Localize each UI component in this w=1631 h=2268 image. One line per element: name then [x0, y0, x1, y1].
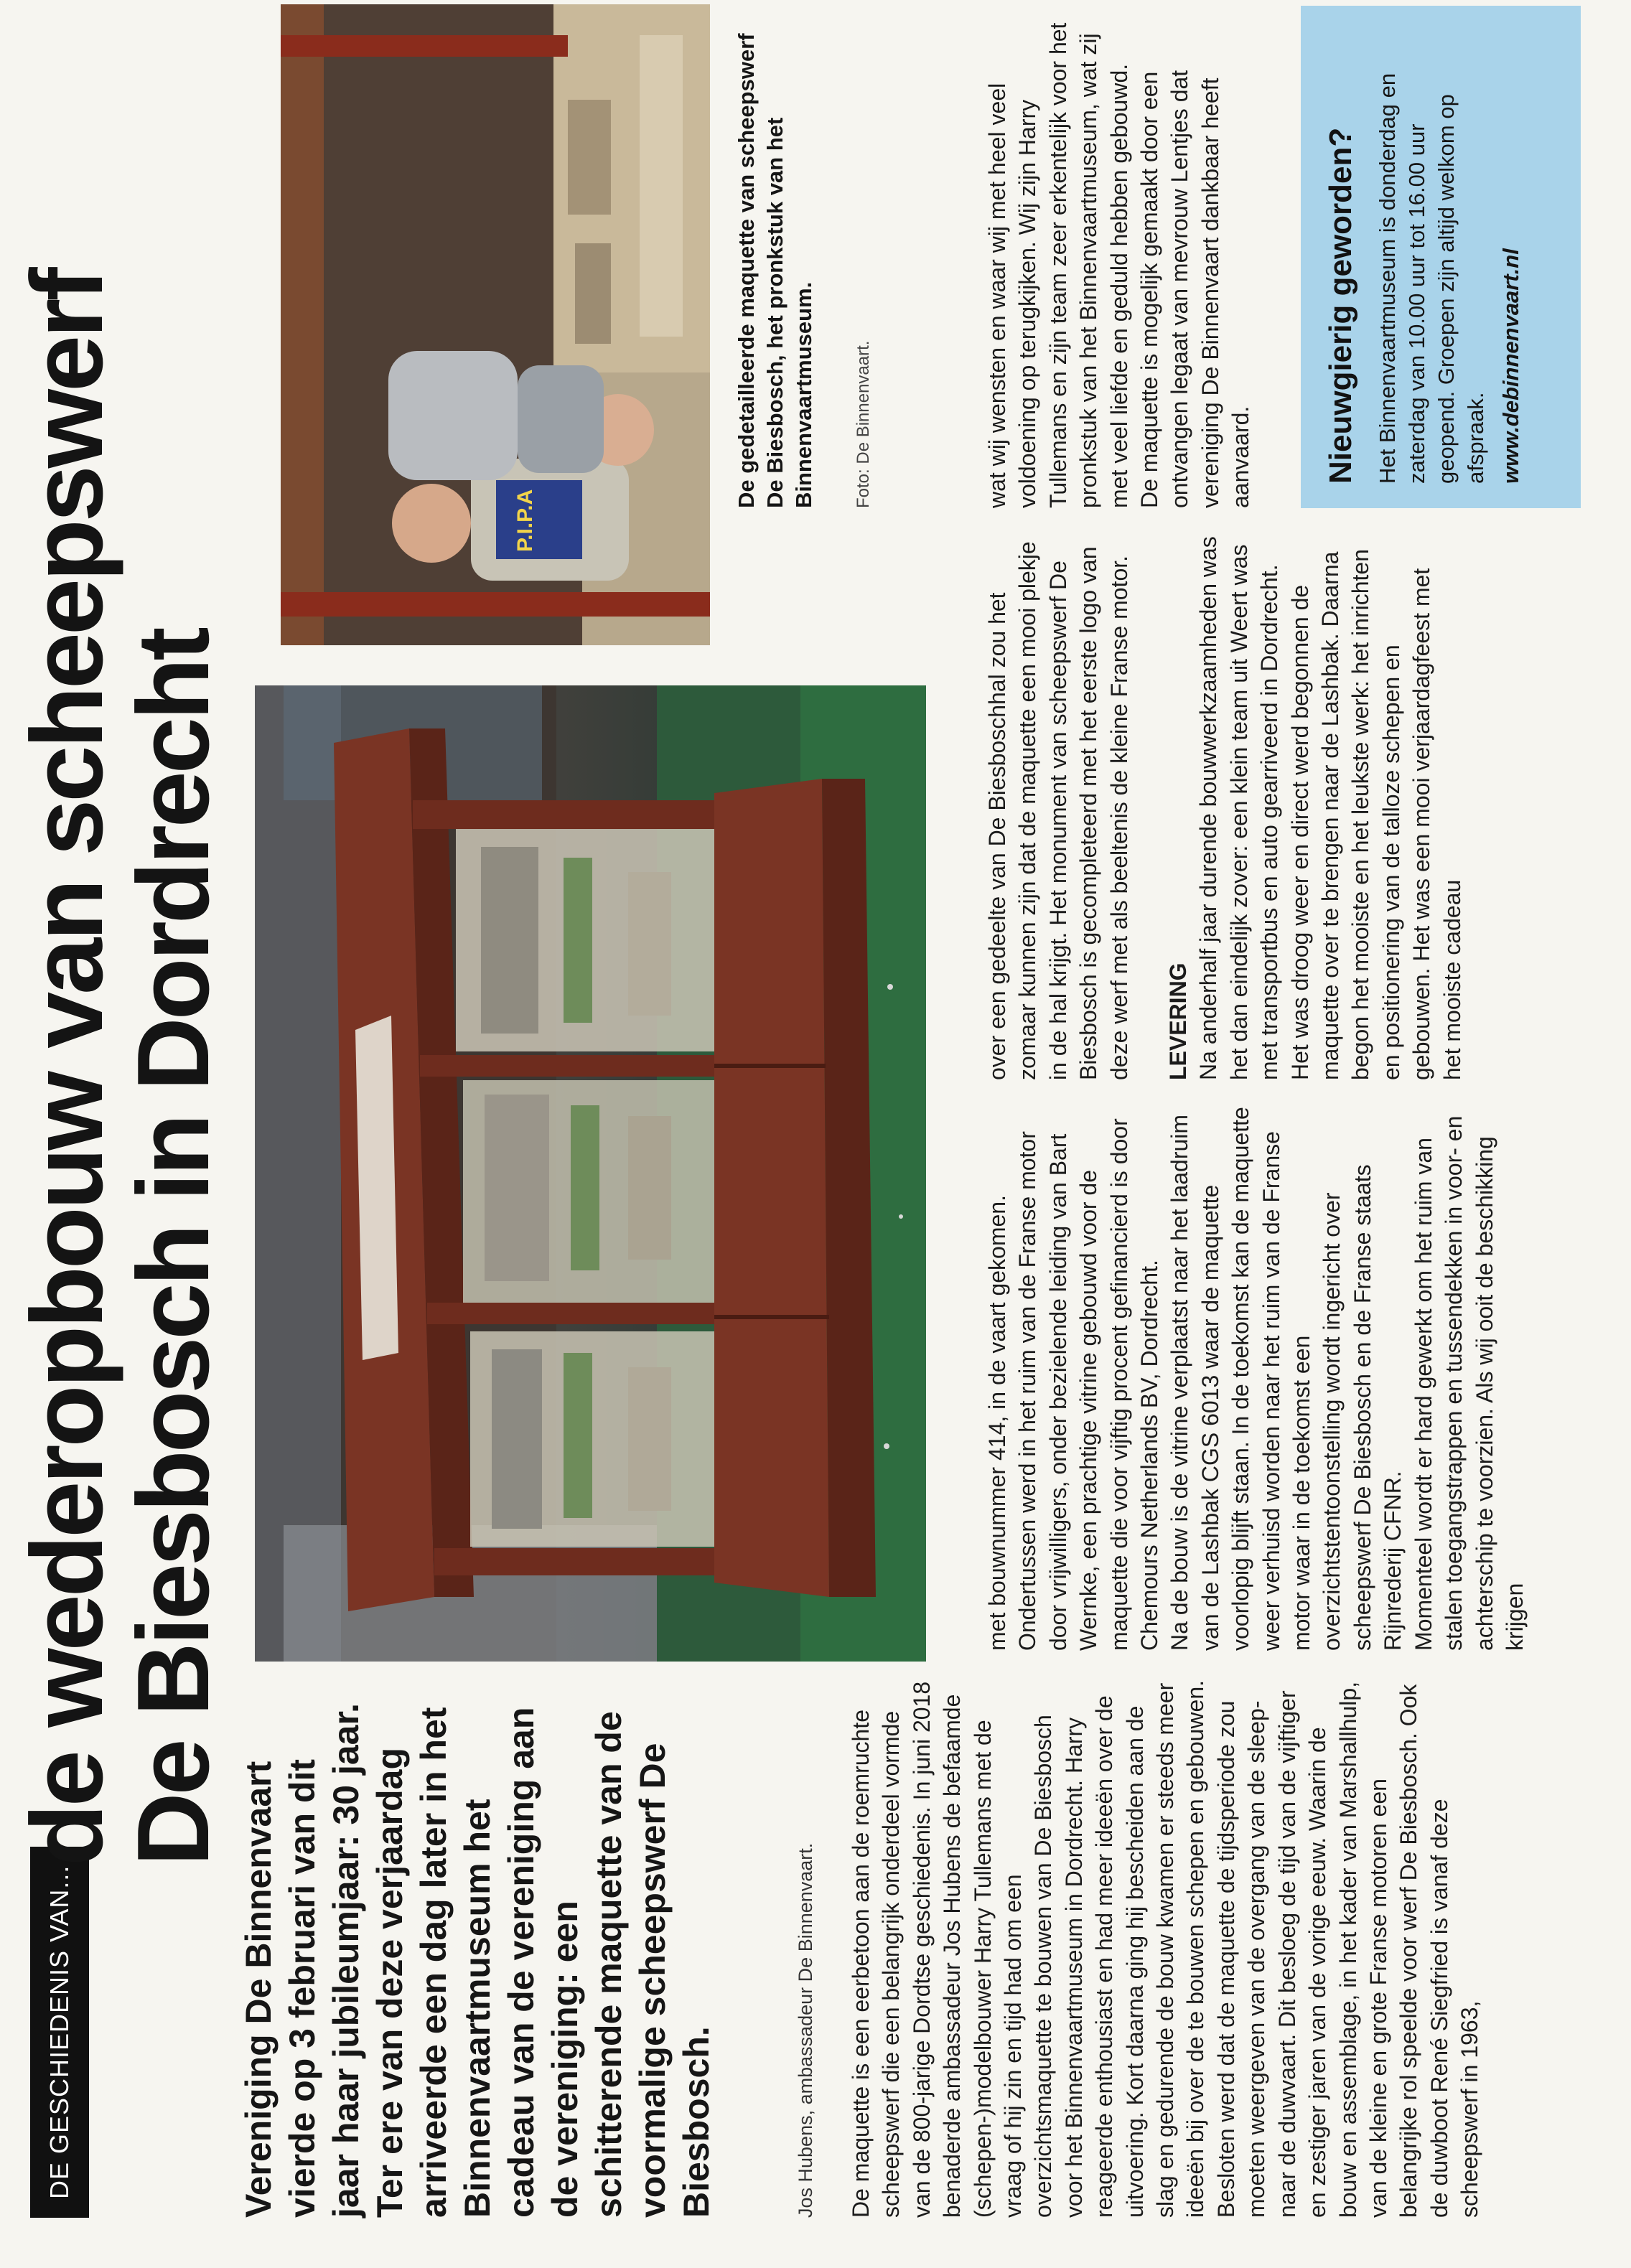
website-link[interactable]: www.debinnenvaart.nl: [1498, 248, 1523, 484]
body-paragraph: Besloten werd dat de maquette de tijdsperiode zou moeten weergeven van de overgang van de sleep- naar de duwvaart. Dit besloeg de tijd van de vijftiger en zestiger jaren van de vorige eeuw. Waarin de bouw en assemblage, in het kader van Marshallhulp, van de kleine en grote Franse motoren een belangrijke rol speelde voor werf De Biesbosch. Ook de duwboot René Siegfried is vanaf deze scheepswerf in 1963,: [1212, 1681, 1483, 2218]
info-box: [1301, 6, 1581, 508]
photo-caption: De gedetailleerde maquette van scheepswerf De Biesbosch, het pronkstuk van het Binnenvaartmuseum.: [734, 33, 816, 508]
body-paragraph: Na de bouw is de vitrine verplaatst naar het laadruim van de Lashbak CGS 6013 waar de maquette voorlopig blijft staan. In de toekomst kan de maquette weer verhuisd worden naar het ruim van de Franse motor waar in de toekomst een overzichtstentoonstelling wordt ingericht over scheepswerf De Biesbosch en de Franse staats Rijnrederij CFNR.: [1167, 1107, 1406, 1651]
body-column-3: [982, 535, 1467, 1080]
headline-line-2: De Biesbosch in Dordrecht: [116, 629, 230, 1866]
info-box-title: Nieuwgierig geworden?: [1323, 127, 1358, 484]
author-byline: Jos Hubens, ambassadeur De Binnenvaart.: [795, 1842, 816, 2218]
photo-credit: Foto: De Binnenvaart.: [854, 340, 873, 508]
builders-illustration: [281, 4, 710, 645]
body-paragraph: De maquette is een eerbetoon aan de roemruchte scheepswerf die een belangrijk onderdeel vormde van de 800-jarige Dordtse geschiedenis. In juni 2018 benaderde ambassadeur Jos Hubens de befaamde (schepen-)modelbouwer Harry Tullemans met de vraag of hij zin en tijd had om een overzichtsmaquette te bouwen van De Biesbosch voor het Binnenvaartmuseum in Dordrecht. Harry reageerde enthousiast en had meer ideeën over de uitvoering. Kort daarna ging hij bescheiden aan de slag en gedurende de bouw kwamen er steeds meer ideeën bij over de te bouwen schepen en gebouwen.: [848, 1679, 1209, 2218]
info-box-text: Het Binnenvaartmuseum is donderdag en zaterdag van 10.00 uur tot 16.00 uur geopend. Groepen zijn altijd welkom op afspraak.: [1375, 72, 1488, 484]
body-column-4: [982, 6, 1256, 508]
headline: [10, 29, 230, 1866]
body-paragraph: Na anderhalf jaar durende bouwwerkzaamheden was het dan eindelijk zover: een klein team uit Weert was met transportbus en auto gearriveerd in Dordrecht. Het was droog weer en direct werd begonnen de maquette over te brengen naar de Lashbak. Daarna begon het mooiste en het leukste werk: het inrichten en positionering van de talloze schepen en gebouwen. Het was een mooi verjaardagfeest met het mooiste cadeau: [1195, 536, 1465, 1080]
body-paragraph: De maquette is mogelijk gemaakt door een ontvangen legaat van mevrouw Lentjes dat vereniging De Binnenvaart dankbaar heeft aanvaard.: [1136, 70, 1254, 508]
photo-builders-with-maquette: [276, 0, 714, 650]
vitrine-illustration: [255, 685, 926, 1662]
section-kicker: DE GESCHIEDENIS VAN...: [30, 1847, 89, 2218]
photo-vitrine-maquette: [255, 685, 926, 1662]
lead-paragraph: Vereniging De Binnenvaart vierde op 3 februari van dit jaar haar jubileumjaar: 30 jaar. Ter ere van deze verjaardag arriveerde een dag later in het Binnenvaartmuseum het cadeau van de vereniging aan de vereniging: een schitterende maquette van de voormalige scheepswerf De Biesbosch.: [238, 1702, 716, 2218]
body-paragraph: wat wij wensten en waar wij met heel veel voldoening op terugkijken. Wij zijn Harry Tullemans en zijn team zeer erkentelijk voor het pronkstuk van het Binnenvaartmuseum, wat zij met veel liefde en geduld hebben gebouwd.: [984, 22, 1132, 508]
body-column-1: [846, 1672, 1485, 2218]
body-paragraph: over een gedeelte van De Biesboschhal zou het zomaar kunnen zijn dat de maquette een mooi plekje in de hal krijgt. Het monument van scheepswerf De Biesbosch is gecompleteerd met het eerste logo van deze werf met als beeltenis de kleine Franse motor.: [984, 541, 1132, 1080]
shirt-text: P.I.P.A: [513, 489, 537, 552]
body-paragraph: met bouwnummer 414, in de vaart gekomen. Ondertussen werd in het ruim van de Franse motor door vrijwilligers, onder bezielende leiding van Bart Wernke, een prachtige vitrine gebouwd voor de maquette die voor vijftig procent gefinancierd is door Chemours Netherlands BV, Dordrecht.: [984, 1118, 1163, 1651]
body-column-2: [982, 1105, 1530, 1651]
headline-line-1: de wederopbouw van scheepswerf: [10, 270, 124, 1866]
subheading-levering: LEVERING: [1165, 962, 1192, 1080]
body-paragraph: Momenteel wordt er hard gewerkt om het ruim van stalen toegangstrappen en tussendekken in voor- en achterschip te voorzien. Als wij ooit de beschikking krijgen: [1410, 1115, 1528, 1651]
